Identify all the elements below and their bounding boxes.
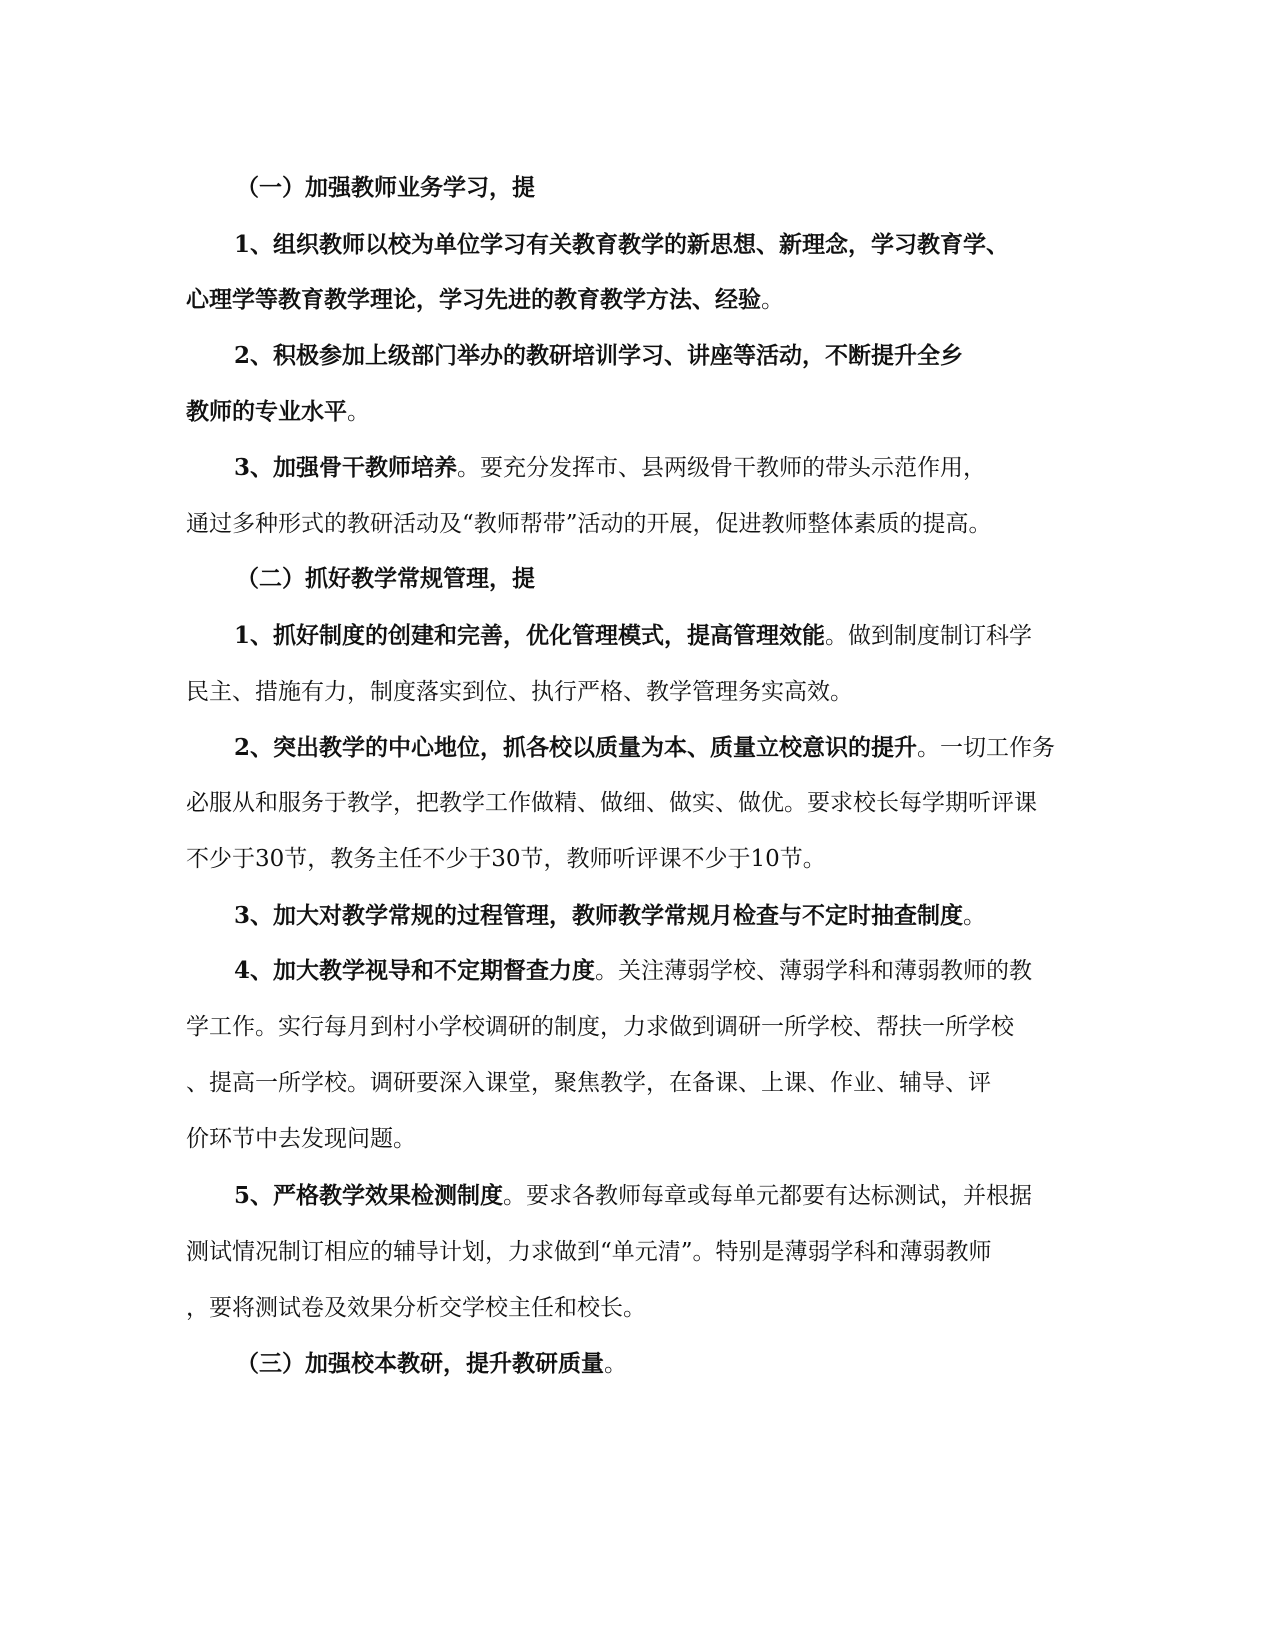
bold-text: 教师的专业水平 <box>186 398 347 425</box>
item-2-2-line-1 <box>234 732 1086 764</box>
bold-text: 3、加大对教学常规的过程管理，教师教学常规月检查与不定时抽查制度 <box>234 902 964 929</box>
item-2-4-line-2 <box>186 1011 1086 1043</box>
item-1-3-line-2 <box>186 508 1086 540</box>
regular-text: 、提高一所学校。调研要深入课堂，聚焦教学，在备课、上课、作业、辅导、评 <box>186 1070 991 1096</box>
regular-text: 。 <box>761 287 784 313</box>
bold-text: （一）加强教师业务学习，提 <box>236 174 535 201</box>
regular-text: 。要充分发挥市、县两级骨干教师的带头示范作用， <box>457 455 987 481</box>
item-2-3-line-1 <box>234 900 1086 932</box>
item-2-5-line-1 <box>234 1180 1086 1212</box>
item-2-4-line-1 <box>234 955 1086 987</box>
item-1-1-line-2 <box>186 284 1086 316</box>
bold-text: （三）加强校本教研，提升教研质量 <box>236 1350 604 1377</box>
section-3-heading-line-1 <box>236 1348 1136 1380</box>
item-2-2-line-3 <box>186 843 1086 875</box>
regular-text: 。 <box>963 903 987 929</box>
regular-text: 不少于30节，教务主任不少于30节，教师听评课不少于10节。 <box>186 846 826 872</box>
bold-text: 5、严格教学效果检测制度 <box>234 1182 504 1209</box>
item-1-3-line-1 <box>234 452 1086 484</box>
bold-text: 4、加大教学视导和不定期督查力度 <box>234 957 596 984</box>
regular-text: ，要将测试卷及效果分析交学校主任和校长。 <box>186 1295 646 1321</box>
item-2-1-line-1 <box>234 620 1086 652</box>
bold-text: 心理学等教育教学理论，学习先进的教育教学方法、经验 <box>186 286 761 313</box>
regular-text: 。关注薄弱学校、薄弱学科和薄弱教师的教 <box>595 958 1033 984</box>
section-1-heading-line-1 <box>236 172 1136 204</box>
regular-text: 必服从和服务于教学，把教学工作做精、做细、做实、做优。要求校长每学期听评课 <box>186 790 1037 816</box>
bold-text: 2、积极参加上级部门举办的教研培训学习、讲座等活动，不断提升全乡 <box>234 342 964 369</box>
item-1-2-line-2 <box>186 396 1086 428</box>
bold-text: 1、抓好制度的创建和完善，优化管理模式，提高管理效能 <box>234 622 826 649</box>
bold-text: 3、加强骨干教师培养 <box>234 454 458 481</box>
regular-text: 。一切工作务 <box>917 735 1056 761</box>
item-2-5-line-3 <box>186 1292 1086 1324</box>
regular-text: 测试情况制订相应的辅导计划，力求做到“单元清”。特别是薄弱学科和薄弱教师 <box>186 1239 992 1265</box>
item-2-1-line-2 <box>186 676 1086 708</box>
bold-text: 1、组织教师以校为单位学习有关教育教学的新思想、新理念，学习教育学、 <box>234 231 1010 258</box>
regular-text: 价环节中去发现问题。 <box>186 1126 416 1152</box>
bold-text: 2、突出教学的中心地位，抓各校以质量为本、质量立校意识的提升 <box>234 734 918 761</box>
bold-text: （二）抓好教学常规管理，提 <box>236 565 535 592</box>
regular-text: 。 <box>604 1351 627 1377</box>
regular-text: 民主、措施有力，制度落实到位、执行严格、教学管理务实高效。 <box>186 679 853 705</box>
regular-text: 。做到制度制订科学 <box>825 623 1033 649</box>
item-2-4-line-3 <box>186 1067 1086 1099</box>
item-2-5-line-2 <box>186 1236 1086 1268</box>
item-2-2-line-2 <box>186 787 1086 819</box>
regular-text: 。 <box>347 399 370 425</box>
regular-text: 通过多种形式的教研活动及“教师帮带”活动的开展，促进教师整体素质的提高。 <box>186 511 992 537</box>
item-1-1-line-1 <box>234 229 1086 261</box>
regular-text: 。要求各教师每章或每单元都要有达标测试，并根据 <box>503 1183 1033 1209</box>
item-1-2-line-1 <box>234 340 1086 372</box>
item-2-4-line-4 <box>186 1123 1086 1155</box>
section-2-heading-line-1 <box>236 563 1136 595</box>
regular-text: 学工作。实行每月到村小学校调研的制度，力求做到调研一所学校、帮扶一所学校 <box>186 1014 1014 1040</box>
